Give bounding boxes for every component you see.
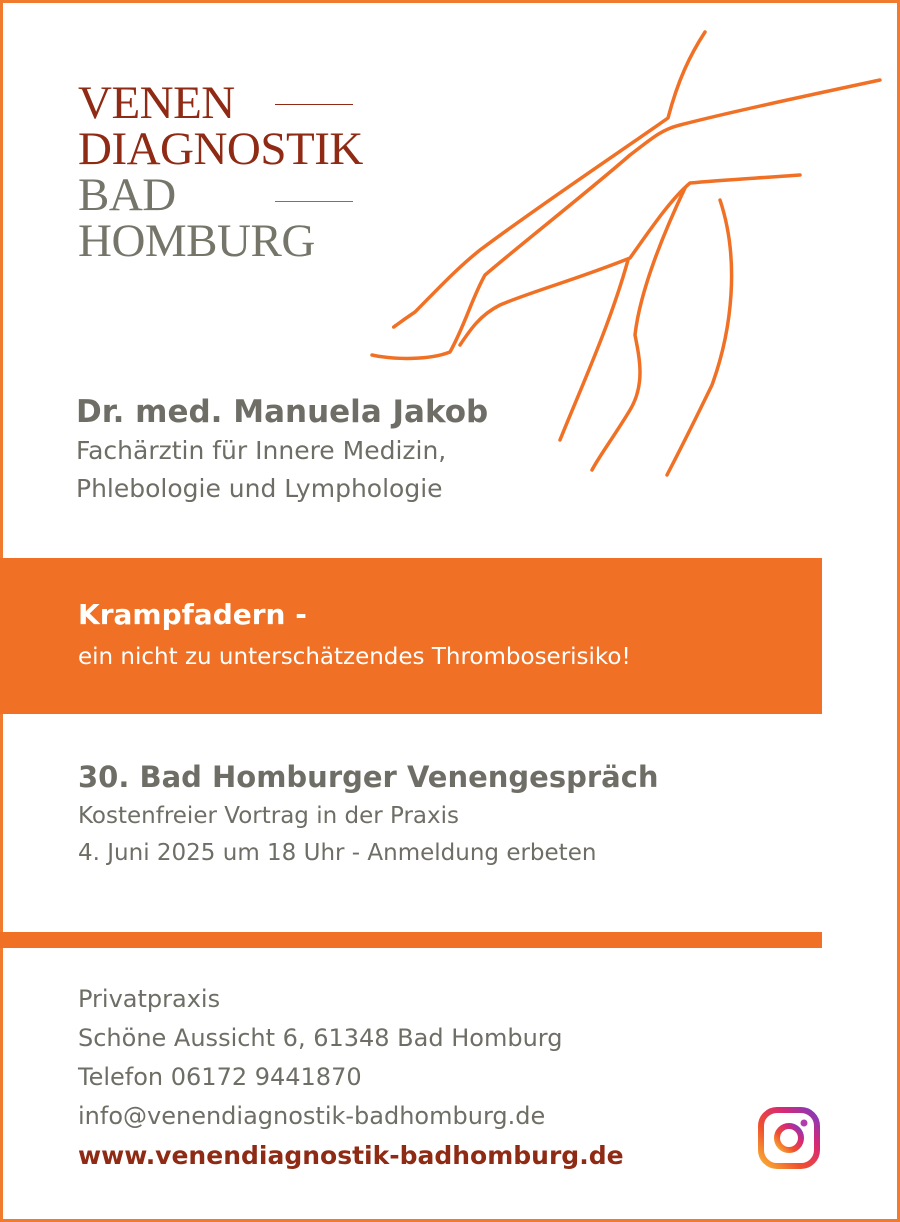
instagram-icon[interactable]	[757, 1106, 821, 1170]
banner-subline: ein nicht zu unterschätzendes Thromboserisiko!	[78, 644, 631, 670]
phone: Telefon 06172 9441870	[78, 1063, 362, 1091]
event-info	[78, 756, 659, 872]
topic-banner	[0, 558, 822, 714]
website-link[interactable]: www.venendiagnostik-badhomburg.de	[78, 1141, 624, 1170]
logo-rule-bottom	[275, 201, 353, 202]
logo-line-homburg: HOMBURG	[78, 215, 315, 267]
logo-rule-top	[275, 104, 353, 105]
doctor-specialty-2: Phlebologie und Lymphologie	[76, 474, 443, 503]
email-link[interactable]: info@venendiagnostik-badhomburg.de	[78, 1102, 546, 1130]
logo-line-venen: VENEN	[78, 77, 235, 129]
event-date: 4. Juni 2025 um 18 Uhr - Anmeldung erbeten	[78, 840, 597, 866]
doctor-name: Dr. med. Manuela Jakob	[76, 394, 489, 430]
address: Schöne Aussicht 6, 61348 Bad Homburg	[78, 1024, 563, 1052]
doctor-specialty-1: Fachärztin für Innere Medizin,	[76, 436, 447, 465]
doctor-info	[76, 392, 488, 508]
practice-type: Privatpraxis	[78, 985, 221, 1013]
event-title: 30. Bad Homburger Venengespräch	[78, 760, 659, 794]
logo-line-bad: BAD	[78, 169, 176, 221]
logo	[78, 77, 363, 267]
contact-block	[78, 980, 624, 1175]
logo-line-diagnostik: DIAGNOSTIK	[78, 123, 363, 175]
banner-headline: Krampfadern -	[78, 598, 307, 631]
event-description: Kostenfreier Vortrag in der Praxis	[78, 803, 459, 829]
orange-divider	[0, 932, 822, 948]
